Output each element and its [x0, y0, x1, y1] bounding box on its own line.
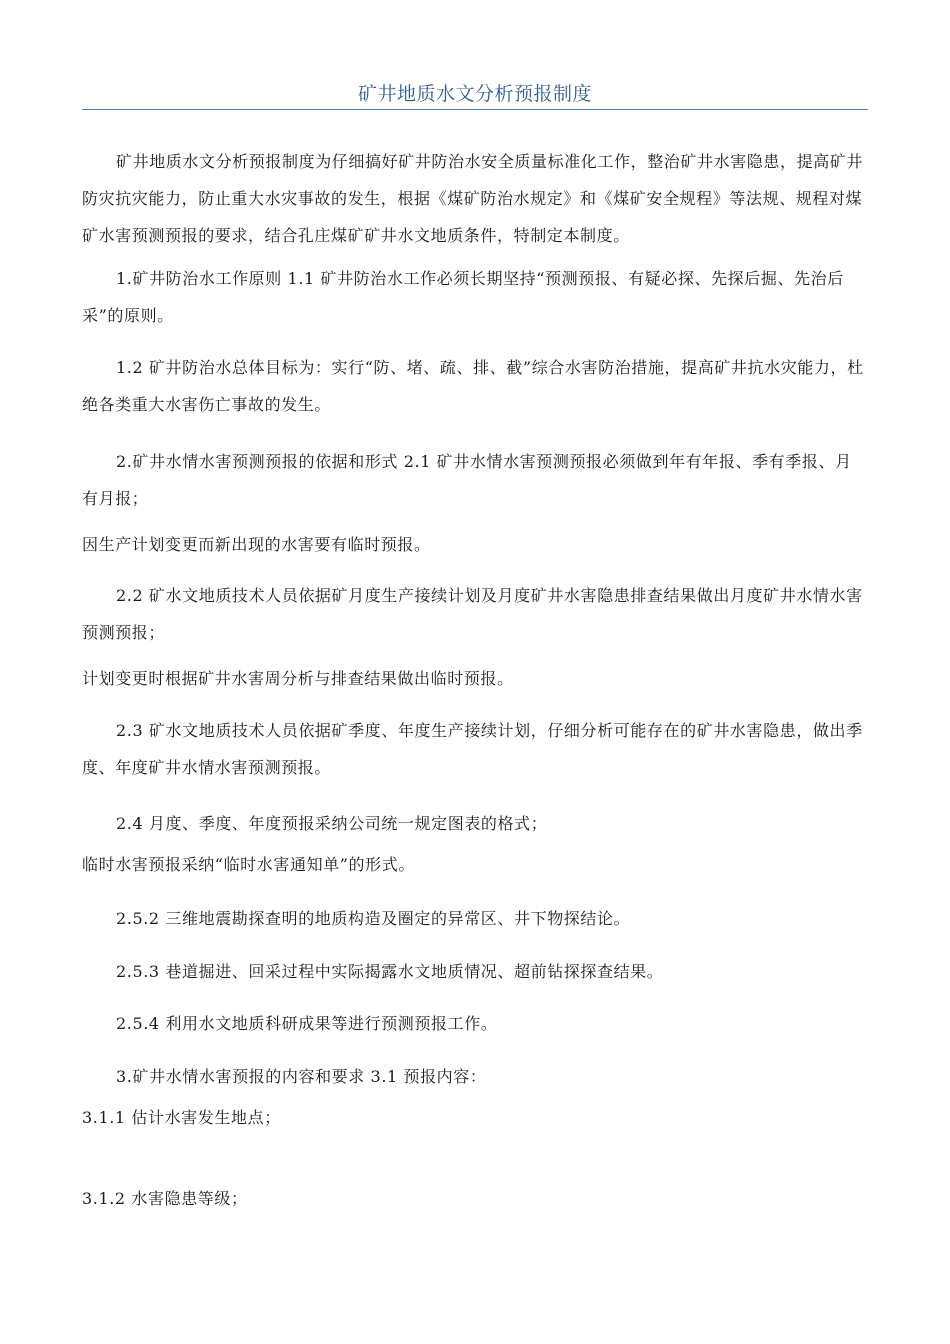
section-2-4-continuation: 临时水害预报采纳“临时水害通知单”的形式。: [82, 855, 415, 874]
document-title: 矿井地质水文分析预报制度: [357, 83, 592, 105]
section-2-3-paragraph: 2.3 矿水文地质技术人员依据矿季度、年度生产接续计划，仔细分析可能存在的矿井水害隐患，做出季度、年度矿井水情水害预测预报。: [82, 721, 863, 777]
section-2-1-continuation: 因生产计划变更而新出现的水害要有临时预报。: [82, 535, 431, 554]
section-3-1-paragraph: 3.矿井水情水害预报的内容和要求 3.1 预报内容：: [116, 1067, 487, 1086]
section-2-4-paragraph: 2.4 月度、季度、年度预报采纳公司统一规定图表的格式；: [116, 814, 548, 833]
section-1-2-paragraph: 1.2 矿井防治水总体目标为：实行“防、堵、疏、排、截”综合水害防治措施，提高矿井抗水灾能力，杜绝各类重大水害伤亡事故的发生。: [82, 358, 864, 414]
title-underline: [82, 109, 868, 110]
section-2-2-continuation: 计划变更时根据矿井水害周分析与排查结果做出临时预报。: [82, 669, 514, 688]
section-2-5-3-paragraph: 2.5.3 巷道掘进、回采过程中实际揭露水文地质情况、超前钻探探查结果。: [116, 962, 664, 981]
section-3-1-2-item: 3.1.2 水害隐患等级；: [82, 1189, 248, 1208]
section-2-5-4-paragraph: 2.5.4 利用水文地质科研成果等进行预测预报工作。: [116, 1014, 498, 1033]
section-1-1-paragraph: 1.矿井防治水工作原则 1.1 矿井防治水工作必须长期坚持“预测预报、有疑必探、先探后掘、先治后采”的原则。: [82, 269, 844, 325]
section-2-1-paragraph: 2.矿井水情水害预测预报的依据和形式 2.1 矿井水情水害预测预报必须做到年有年报、季有季报、月有月报；: [82, 452, 852, 508]
section-2-5-2-paragraph: 2.5.2 三维地震勘探查明的地质构造及圈定的异常区、井下物探结论。: [116, 909, 631, 928]
intro-paragraph: 矿井地质水文分析预报制度为仔细搞好矿井防治水安全质量标准化工作，整治矿井水害隐患，提高矿井防灾抗灾能力，防止重大水灾事故的发生，根据《煤矿防治水规定》和《煤矿安全规程》等法规、规程对煤矿水害预测预报的要求，结合孔庄煤矿矿井水文地质条件，特制定本制度。: [82, 152, 864, 245]
section-3-1-1-item: 3.1.1 估计水害发生地点；: [82, 1108, 281, 1127]
section-2-2-paragraph: 2.2 矿水文地质技术人员依据矿月度生产接续计划及月度矿井水害隐患排查结果做出月度矿井水情水害预测预报；: [82, 586, 863, 642]
